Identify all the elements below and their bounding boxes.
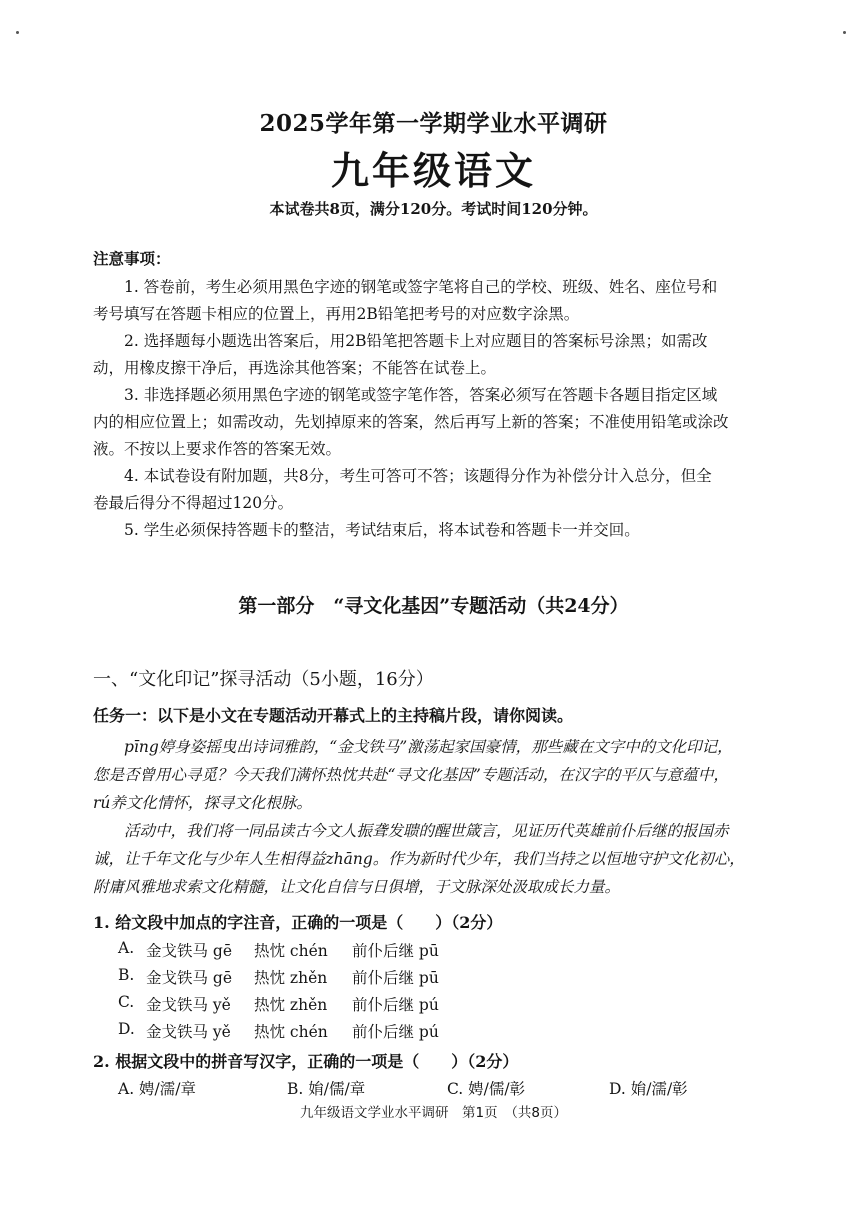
option-letter: C. [118, 993, 135, 1011]
option-item: 前仆后继 pū [352, 942, 439, 960]
scan-dot [843, 31, 846, 34]
option-item: 金戈铁马 gē [146, 969, 233, 987]
option-item: 前仆后继 pú [352, 996, 439, 1014]
option-letter: D. [118, 1020, 135, 1038]
option-item: 热忱 zhěn [254, 996, 328, 1014]
notice-line: 内的相应位置上；如需改动，先划掉原来的答案，然后再写上新的答案；不准使用铅笔或涂改 [93, 413, 729, 431]
option-item: 前仆后继 pú [352, 1023, 439, 1041]
notice-line: 2. 选择题每小题选出答案后，用2B铅笔把答题卡上对应题目的答案标号涂黑；如需改 [124, 332, 708, 350]
passage-line: 您是否曾用心寻觅？今天我们满怀热忱共赴“寻文化基因”专题活动，在汉字的平仄与意蕴中， [93, 766, 729, 784]
passage-line: rú养文化情怀，探寻文化根脉。 [93, 794, 312, 812]
exam-header-line: 2025学年第一学期学业水平调研 [259, 110, 608, 137]
notice-line: 卷最后得分不得超过120分。 [93, 494, 294, 512]
notice-label: 注意事项： [93, 249, 171, 268]
option-item: 热忱 chén [254, 1023, 328, 1041]
passage-line: 诚，让千年文化与少年人生相得益zhāng。作为新时代少年，我们当持之以恒地守护文化初心， [93, 850, 745, 868]
option-letter: A. [118, 939, 135, 957]
notice-line: 1. 答卷前，考生必须用黑色字迹的钢笔或签字笔将自己的学校、班级、姓名、座位号和 [124, 278, 718, 296]
question-1-stem: 1. 给文段中加点的字注音，正确的一项是（ ）（2分） [93, 913, 503, 932]
notice-line: 4. 本试卷设有附加题，共8分，考生可答可不答；该题得分作为补偿分计入总分，但全 [124, 467, 712, 485]
question-2-option[interactable]: B. 姢/儒/章 [287, 1080, 366, 1098]
notice-line: 3. 非选择题必须用黑色字迹的钢笔或签字笔作答，答案必须写在答题卡各题目指定区域 [124, 386, 718, 404]
notice-line: 动，用橡皮擦干净后，再选涂其他答案；不能答在试卷上。 [93, 359, 497, 377]
question-2-stem: 2. 根据文段中的拼音写汉字，正确的一项是（ ）（2分） [93, 1052, 519, 1071]
option-item: 金戈铁马 yě [146, 1023, 231, 1041]
task-label: 任务一：以下是小文在专题活动开幕式上的主持稿片段，请你阅读。 [93, 706, 574, 725]
section-title: 一、“文化印记”探寻活动（5小题，16分） [93, 669, 434, 690]
question-2-option[interactable]: A. 娉/濡/章 [118, 1080, 196, 1098]
scan-dot [16, 31, 19, 34]
passage-line: 活动中，我们将一同品读古今文人振聋发聩的醒世箴言，见证历代英雄前仆后继的报国赤 [124, 822, 729, 840]
exam-subject-title: 九年级语文 [330, 148, 536, 193]
option-item: 金戈铁马 gē [146, 942, 233, 960]
exam-info: 本试卷共8页，满分120分。考试时间120分钟。 [269, 200, 598, 218]
option-letter: B. [118, 966, 135, 984]
passage-line: 附庸风雅地求索文化精髓，让文化自信与日俱增，于文脉深处汲取成长力量。 [93, 878, 621, 896]
option-item: 金戈铁马 yě [146, 996, 231, 1014]
option-item: 热忱 zhěn [254, 969, 328, 987]
notice-line: 液。不按以上要求作答的答案无效。 [93, 440, 342, 458]
part-title: 第一部分 “寻文化基因”专题活动（共24分） [238, 595, 629, 617]
passage-line: pīng婷身姿摇曳出诗词雅韵，“金戈铁马”激荡起家国豪情，那些藏在文字中的文化印记， [124, 738, 733, 756]
question-2-option[interactable]: D. 姢/濡/彰 [609, 1080, 688, 1098]
notice-line: 考号填写在答题卡相应的位置上，再用2B铅笔把考号的对应数字涂黑。 [93, 305, 580, 323]
question-2-option[interactable]: C. 娉/儒/彰 [447, 1080, 526, 1098]
page-footer: 九年级语文学业水平调研 第1页 （共8页） [300, 1105, 567, 1121]
option-item: 前仆后继 pū [352, 969, 439, 987]
notice-line: 5. 学生必须保持答题卡的整洁，考试结束后，将本试卷和答题卡一并交回。 [124, 521, 640, 539]
option-item: 热忱 chén [254, 942, 328, 960]
